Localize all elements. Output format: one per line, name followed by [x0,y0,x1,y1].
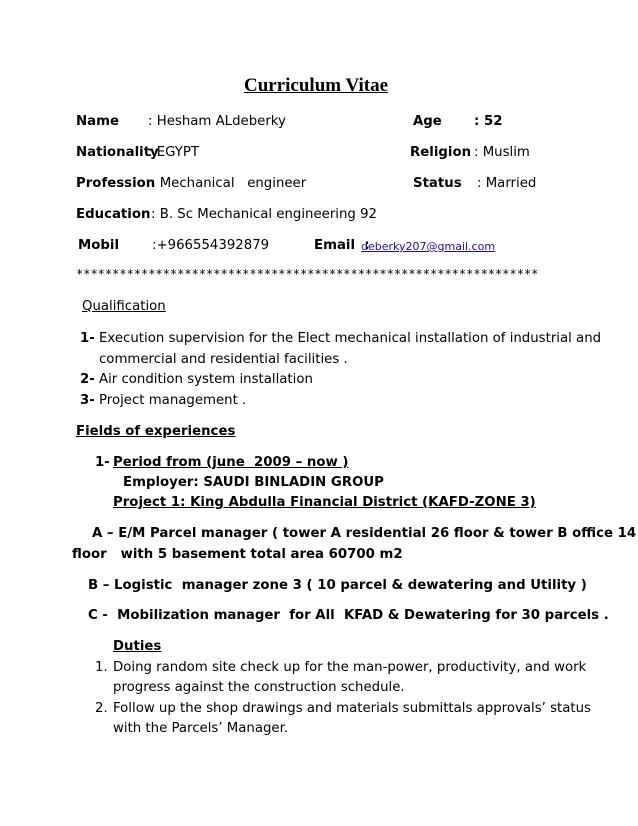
duty-num-2: 2. [95,701,108,716]
mobil-label: Mobil [78,238,120,253]
qualification-item-3: Project management . [99,393,247,408]
qualification-item-1-cont: commercial and residential facilities . [99,352,348,367]
mobil-value: :+966554392879 [152,238,270,253]
duty-num-1: 1. [95,660,108,675]
duty-item-2: Follow up the shop drawings and materials submittals approvals’ status [113,701,591,716]
role-a-line2: floor with 5 basement total area 60700 m2 [72,547,403,562]
nationality-value: : EGYPT [148,145,200,160]
role-a-line1: A – E/M Parcel manager ( tower A residential 26 floor & tower B office 14 [92,526,637,541]
qualification-num-3: 3- [80,393,95,408]
qualification-item-1: Execution supervision for the Elect mechanical installation of industrial and [99,331,602,346]
qualification-num-1: 1- [80,331,95,346]
name-label: Name [76,114,119,129]
email-link[interactable]: deberky207@gmail.com [361,240,496,253]
duty-item-1: Doing random site check up for the man-power, productivity, and work [113,660,587,675]
religion-value: : Muslim [474,145,530,160]
email-label: Email : [314,238,370,253]
profession-value: : Mechanical engineer [151,176,307,191]
project-text: Project 1: King Abdulla Financial District (KAFD-ZONE 3) [113,495,536,510]
education-label: Education [76,207,151,222]
separator-line: **************************************************************** [76,267,539,281]
role-c: C - Mobilization manager for All KFAD & Dewatering for 30 parcels . [88,608,609,623]
experience-heading: Fields of experiences [76,424,236,439]
education-value: : B. Sc Mechanical engineering 92 [151,207,378,222]
age-value: : 52 [474,114,503,129]
qualification-item-2: Air condition system installation [99,372,313,387]
duty-item-1-cont: progress against the construction schedule. [113,680,405,695]
status-label: Status [413,176,462,191]
status-value: : Married [477,176,537,191]
name-value: : Hesham ALdeberky [148,114,286,129]
age-label: Age [413,114,442,129]
period-num: 1- [95,455,110,470]
page-title: Curriculum Vitae [244,75,389,96]
role-b: B – Logistic manager zone 3 ( 10 parcel & dewatering and Utility ) [88,578,587,593]
period-text: Period from (june 2009 – now ) [113,455,349,470]
duties-heading: Duties [113,639,162,654]
qualification-heading: Qualification [82,299,166,314]
duty-item-2-cont: with the Parcels’ Manager. [113,721,289,736]
religion-label: Religion [410,145,472,160]
nationality-label: Nationality [76,145,159,160]
profession-label: Profession [76,176,156,191]
qualification-num-2: 2- [80,372,95,387]
employer-text: Employer: SAUDI BINLADIN GROUP [123,475,384,490]
